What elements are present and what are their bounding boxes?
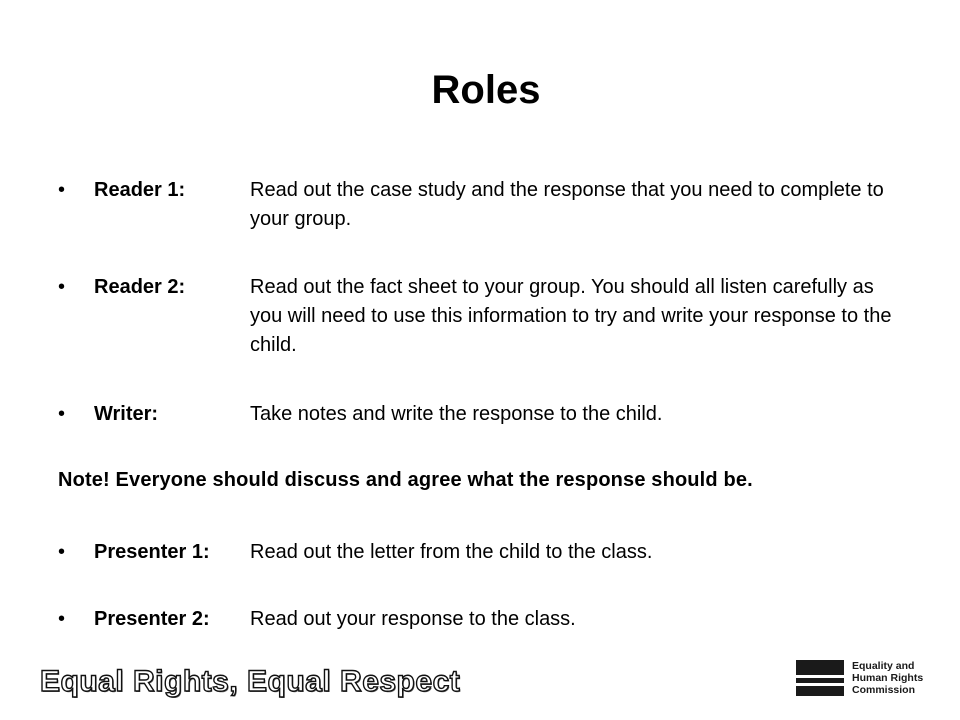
note-text: Note! Everyone should discuss and agree what the response should be. xyxy=(58,469,753,491)
ehrc-logo-line: Human Rights xyxy=(852,672,924,684)
ehrc-logo-line: Equality and xyxy=(852,660,915,672)
ehrc-logo-line: Commission xyxy=(852,684,916,696)
bullet: • xyxy=(58,276,66,298)
role-label: Reader 1: xyxy=(94,179,186,201)
role-description: Read out your response to the class. xyxy=(250,608,576,630)
page-title: Roles xyxy=(431,68,541,112)
bullet: • xyxy=(58,608,66,630)
role-description: Read out the case study and the response that you need to complete to your group. xyxy=(250,179,884,230)
role-description: Read out the fact sheet to your group. You should all listen carefully as you will need to use this information to try and write your response to the child. xyxy=(250,276,892,356)
role-label: Presenter 1: xyxy=(94,541,210,563)
ehrc-logo-text xyxy=(852,660,960,696)
role-label: Presenter 2: xyxy=(94,608,210,630)
bullet: • xyxy=(58,541,66,563)
campaign-logo: Equal Rights, Equal Respect xyxy=(40,665,461,698)
role-description: Read out the letter from the child to the class. xyxy=(250,541,653,563)
role-label: Writer: xyxy=(94,403,159,425)
ehrc-logo-icon xyxy=(796,660,844,696)
role-description: Take notes and write the response to the child. xyxy=(250,403,663,425)
bullet: • xyxy=(58,403,66,425)
bullet: • xyxy=(58,179,66,201)
role-label: Reader 2: xyxy=(94,276,186,298)
